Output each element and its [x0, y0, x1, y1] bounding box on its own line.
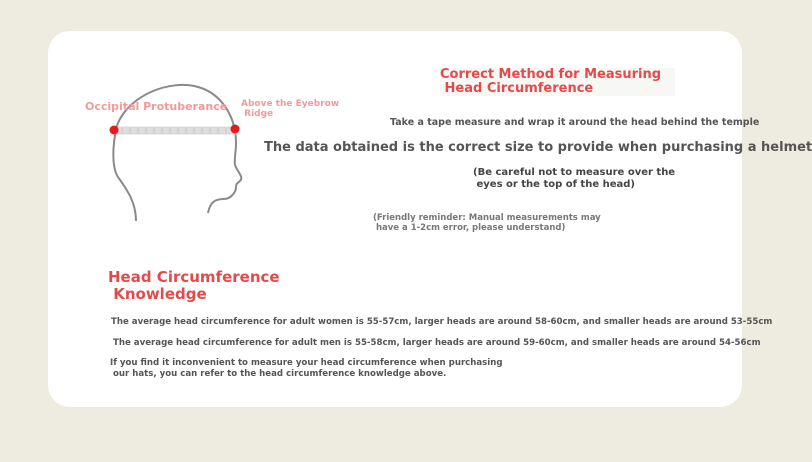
- label-above-eyebrow-ridge: Above the Eyebrow Ridge: [241, 99, 340, 119]
- knowledge-title: Head Circumference Knowledge: [108, 268, 280, 303]
- measuring-step: Take a tape measure and wrap it around the head behind the temple: [390, 117, 760, 128]
- info-card: [48, 31, 812, 407]
- measuring-reminder: (Friendly reminder: Manual measurements may have a 1-2cm error, please understand): [373, 213, 601, 233]
- eyebrow-marker: [231, 125, 240, 134]
- head-diagram: [78, 73, 268, 233]
- measuring-caution: (Be careful not to measure over the eyes or the top of the head): [473, 167, 676, 190]
- measuring-title: Correct Method for Measuring Head Circumference: [440, 68, 675, 96]
- label-occipital-protuberance: Occipital Protuberance: [85, 100, 228, 113]
- knowledge-men: The average head circumference for adult men is 55-58cm, larger heads are around 59-60cm, and smaller heads are around 54-56cm: [113, 338, 761, 348]
- occipital-marker: [110, 126, 119, 135]
- knowledge-women: The average head circumference for adult women is 55-57cm, larger heads are around 58-60cm, and smaller heads are around 53-55cm: [111, 317, 773, 327]
- knowledge-tip: If you find it inconvenient to measure your head circumference when purchasing our hats, you can refer to the head circumference knowledge above.: [110, 358, 503, 379]
- measuring-data-note: The data obtained is the correct size to provide when purchasing a helmet: [264, 140, 812, 155]
